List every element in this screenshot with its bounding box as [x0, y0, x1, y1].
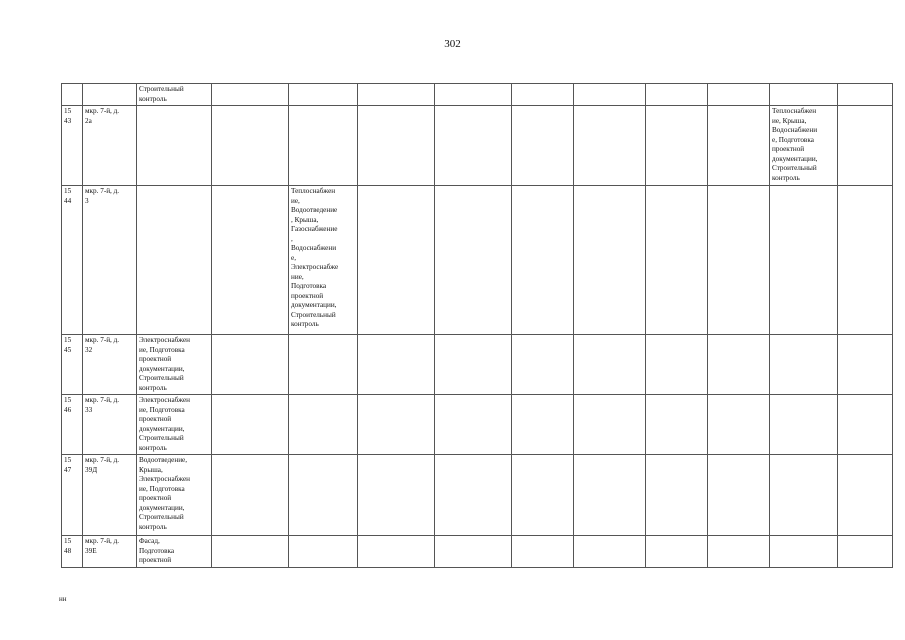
works-cell	[137, 106, 212, 186]
empty-cell	[646, 335, 708, 395]
works-cell	[770, 186, 838, 335]
empty-cell	[435, 186, 512, 335]
row-number-cell: 15 47	[62, 455, 83, 536]
empty-cell	[838, 84, 893, 106]
table-row	[62, 335, 893, 395]
row-number-cell: 15 48	[62, 536, 83, 568]
empty-cell	[358, 106, 435, 186]
empty-cell	[212, 335, 289, 395]
empty-cell	[512, 186, 574, 335]
row-number-cell: 15 45	[62, 335, 83, 395]
works-cell	[289, 335, 358, 395]
row-number-cell	[62, 84, 83, 106]
empty-cell	[435, 84, 512, 106]
address-cell: мкр. 7-й, д. 39Е	[83, 536, 137, 568]
empty-cell	[212, 395, 289, 455]
empty-cell	[646, 395, 708, 455]
works-cell	[137, 186, 212, 335]
works-cell	[289, 106, 358, 186]
empty-cell	[574, 84, 646, 106]
empty-cell	[435, 395, 512, 455]
empty-cell	[646, 455, 708, 536]
address-cell	[83, 84, 137, 106]
works-cell: Электроснабжен ие, Подготовка проектной документации, Строительный контроль	[137, 335, 212, 395]
works-cell	[770, 536, 838, 568]
empty-cell	[708, 84, 770, 106]
empty-cell	[435, 455, 512, 536]
works-cell: Строительный контроль	[137, 84, 212, 106]
works-cell	[770, 84, 838, 106]
empty-cell	[708, 106, 770, 186]
empty-cell	[838, 335, 893, 395]
empty-cell	[212, 84, 289, 106]
empty-cell	[838, 395, 893, 455]
works-cell: Электроснабжен ие, Подготовка проектной документации, Строительный контроль	[137, 395, 212, 455]
address-cell: мкр. 7-й, д. 33	[83, 395, 137, 455]
row-number-cell: 15 44	[62, 186, 83, 335]
page-number: 302	[444, 38, 461, 50]
empty-cell	[435, 536, 512, 568]
works-cell	[770, 335, 838, 395]
works-cell	[289, 84, 358, 106]
works-cell: Теплоснабжен ие, Водоотведение , Крыша, Газоснабжение , Водоснабжени е, Электроснабже ние, Подготовка проектной документации, Строительный контроль	[289, 186, 358, 335]
row-number-cell: 15 46	[62, 395, 83, 455]
empty-cell	[212, 106, 289, 186]
address-cell: мкр. 7-й, д. 3	[83, 186, 137, 335]
empty-cell	[646, 536, 708, 568]
empty-cell	[358, 395, 435, 455]
address-cell: мкр. 7-й, д. 39Д	[83, 455, 137, 536]
empty-cell	[512, 335, 574, 395]
empty-cell	[646, 106, 708, 186]
table-row	[62, 536, 893, 568]
address-cell: мкр. 7-й, д. 2а	[83, 106, 137, 186]
address-cell: мкр. 7-й, д. 32	[83, 335, 137, 395]
empty-cell	[838, 455, 893, 536]
empty-cell	[512, 455, 574, 536]
empty-cell	[708, 395, 770, 455]
table-row	[62, 455, 893, 536]
empty-cell	[512, 84, 574, 106]
empty-cell	[212, 186, 289, 335]
table-row	[62, 395, 893, 455]
empty-cell	[646, 186, 708, 335]
empty-cell	[435, 106, 512, 186]
empty-cell	[708, 536, 770, 568]
empty-cell	[708, 455, 770, 536]
empty-cell	[358, 84, 435, 106]
empty-cell	[574, 186, 646, 335]
empty-cell	[212, 536, 289, 568]
empty-cell	[708, 335, 770, 395]
works-cell	[289, 395, 358, 455]
empty-cell	[358, 335, 435, 395]
empty-cell	[512, 106, 574, 186]
empty-cell	[574, 455, 646, 536]
empty-cell	[838, 106, 893, 186]
row-number-cell: 15 43	[62, 106, 83, 186]
empty-cell	[512, 536, 574, 568]
table-row	[62, 84, 893, 106]
table-row	[62, 186, 893, 335]
footer-mark: нн	[59, 595, 67, 603]
works-cell	[770, 455, 838, 536]
empty-cell	[838, 536, 893, 568]
empty-cell	[358, 536, 435, 568]
empty-cell	[358, 186, 435, 335]
works-cell	[770, 395, 838, 455]
empty-cell	[574, 335, 646, 395]
table-row	[62, 106, 893, 186]
empty-cell	[358, 455, 435, 536]
empty-cell	[574, 106, 646, 186]
empty-cell	[512, 395, 574, 455]
work-schedule-table	[61, 83, 893, 568]
works-cell: Теплоснабжен ие, Крыша, Водоснабжени е, Подготовка проектной документации, Строительный контроль	[770, 106, 838, 186]
empty-cell	[646, 84, 708, 106]
empty-cell	[574, 395, 646, 455]
empty-cell	[212, 455, 289, 536]
empty-cell	[435, 335, 512, 395]
empty-cell	[838, 186, 893, 335]
works-cell	[289, 536, 358, 568]
works-cell: Фасад, Подготовка проектной	[137, 536, 212, 568]
empty-cell	[708, 186, 770, 335]
empty-cell	[574, 536, 646, 568]
works-cell	[289, 455, 358, 536]
works-cell: Водоотведение, Крыша, Электроснабжен ие, Подготовка проектной документации, Строительный контроль	[137, 455, 212, 536]
